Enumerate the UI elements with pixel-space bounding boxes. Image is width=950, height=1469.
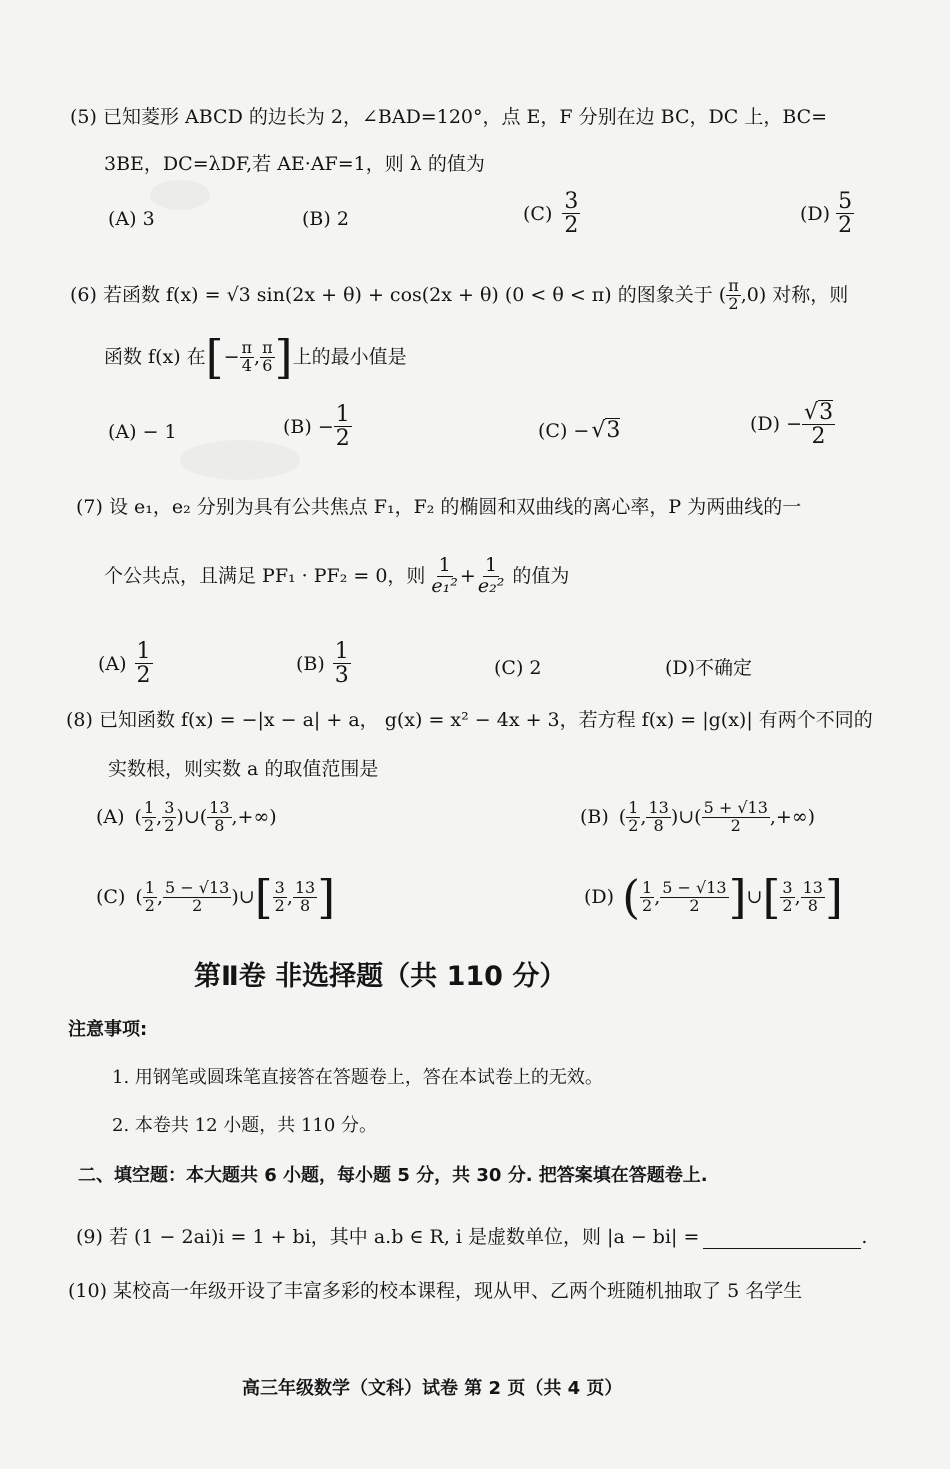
q6-pi-a: π [241,337,253,357]
q8-a-frac2 [162,800,176,835]
q8-c-frac2-den: 2 [192,895,203,915]
q8-d-frac1-den: 2 [642,895,653,915]
q6-d-den: 2 [811,424,826,450]
q6-left-bracket: [ [205,330,224,384]
q8-d-comma2: , [794,886,801,908]
q6-line1-suffix: ,0) 对称，则 [740,284,849,307]
q8-c-frac1-den: 2 [144,895,155,915]
q7-line2 [104,556,569,597]
q6-d-num: √3 [804,400,834,425]
q7-option-b-label: (B) [296,652,325,675]
q8-c-comma2: , [286,886,293,908]
q8-b-frac2-den: 8 [653,815,664,835]
q8-line1: (8) 已知函数 f(x) = −|x − a| + a， g(x) = x² − 4x + 3，若方程 f(x) = |g(x)| 有两个不同的 [66,709,873,731]
q5-d-den: 2 [838,213,853,239]
q8-option-b [580,800,815,835]
q8-b-open2: ( [694,806,702,829]
q6-pi-over-4 [240,337,255,375]
scan-smudge [150,180,210,210]
q8-c-frac2-num: 5 − √13 [165,877,230,897]
q5-option-d-fraction [836,190,854,237]
q8-b-frac1 [626,800,640,835]
q8-a-frac3-den: 8 [214,815,225,835]
q8-d-frac4 [801,877,825,915]
q7-a-num: 1 [136,639,151,664]
q5-option-c-label: (C) [523,202,553,225]
q8-d-comma: , [654,886,661,908]
q6-b-num: 1 [335,402,350,427]
q6-option-b [283,403,352,450]
q8-d-frac4-num: 13 [802,877,823,897]
q7-line1: (7) 设 e₁，e₂ 分别为具有公共焦点 F₁，F₂ 的椭圆和双曲线的离心率，P 为两曲线的一 [76,496,802,518]
section-fill-in-title: 二、填空题：本大题共 6 小题，每小题 5 分，共 30 分. 把答案填在答题卷上. [78,1165,708,1186]
q8-c-cup: ∪ [238,886,255,908]
q7-option-b-fraction [333,640,351,687]
q7-b-num: 1 [334,639,349,664]
part2-heading: 第Ⅱ卷 非选择题（共 110 分） [194,961,567,992]
q6-line1-prefix: (6) 若函数 f(x) = √3 sin(2x + θ) + cos(2x + θ) (0 < θ < π) 的图象关于 ( [70,284,727,307]
q6-pi-over-6 [260,337,275,375]
q8-b-frac3 [702,800,770,835]
q7-line2-prefix: 个公共点，且满足 PF₁ · PF₂ = 0，则 [104,565,426,588]
q8-d-lbr: [ [762,870,781,924]
q8-d-frac3-num: 3 [782,877,793,897]
q6-b-den: 2 [335,426,350,452]
q9-text: (9) 若 (1 − 2ai)i = 1 + bi，其中 a.b ∈ R, i 是虚数单位，则 |a − bi| = [76,1226,700,1248]
q8-c-frac1 [143,877,157,915]
notice-title: 注意事项: [68,1019,148,1040]
q6-neg: − [223,346,240,368]
q5-d-num: 5 [838,189,853,214]
q8-option-a-label: (A) [96,806,125,829]
q5-c-den: 2 [564,213,579,239]
page-footer: 高三年级数学（文科）试卷 第 2 页（共 4 页） [242,1378,623,1399]
q6-six: 6 [262,355,273,375]
q7-option-a-label: (A) [98,652,127,675]
q8-d-frac1-num: 1 [642,877,653,897]
q8-d-frac1 [640,877,654,915]
q8-line2: 实数根，则实数 a 的取值范围是 [108,758,379,780]
q6-c-rad: 3 [606,418,621,443]
q7-frac-e1 [429,556,459,597]
q8-b-frac2-num: 13 [648,798,669,817]
q8-b-frac3-num: 5 + √13 [703,798,768,817]
q8-a-frac1-den: 2 [143,815,155,835]
q6-four: 4 [241,355,252,375]
q8-a-frac3-num: 13 [209,798,230,817]
q8-c-frac3 [273,877,287,915]
q8-a-inf: ,+∞) [231,806,277,829]
q8-a-comma: , [156,806,163,829]
q7-a-den: 2 [136,663,151,689]
q6-option-a: (A) − 1 [108,421,177,443]
q8-c-frac2 [163,877,231,915]
q8-c-comma: , [156,886,164,908]
q8-c-lbr: [ [254,870,273,924]
q8-option-d [584,870,843,924]
q8-d-frac2 [660,877,728,915]
q8-a-close: ) [176,806,184,829]
q8-b-frac1-num: 1 [628,798,639,817]
q8-c-frac4 [293,877,317,915]
q5-c-num: 3 [564,189,579,214]
q8-c-close: ) [231,886,239,908]
q8-b-comma: , [640,806,647,829]
q6-two: 2 [728,293,739,313]
q5-option-b: (B) 2 [302,208,349,230]
q8-option-b-label: (B) [580,806,609,829]
q6-option-b-label: (B) − [283,415,334,438]
q7-one-b: 1 [485,554,498,576]
q8-a-cup: ∪ [183,806,200,829]
q8-b-cup: ∪ [678,806,695,829]
q10-text: (10) 某校高一年级开设了丰富多彩的校本课程，现从甲、乙两个班随机抽取了 5 名学生 [68,1280,803,1302]
q6-line2-prefix: 函数 f(x) 在 [104,346,206,368]
q7-plus: + [459,565,476,588]
q8-a-frac3 [207,800,231,835]
q8-c-rbr: ] [317,870,336,924]
q8-b-close: ) [670,806,679,829]
q8-option-d-label: (D) [584,886,615,908]
q8-d-frac2-num: 5 − √13 [662,877,727,897]
q7-e1sq: e₁² [431,574,458,597]
q8-d-rbr2: ] [824,870,843,924]
q9 [76,1225,867,1249]
q6-option-d-label: (D) − [750,413,803,436]
q5-line1: (5) 已知菱形 ABCD 的边长为 2，∠BAD=120°，点 E，F 分别在边 BC，DC 上，BC= [70,106,828,128]
q8-b-frac2 [646,800,670,835]
q7-line2-suffix: 的值为 [512,565,570,588]
q8-d-frac2-den: 2 [689,895,700,915]
q7-b-den: 3 [334,663,349,689]
q6-option-d [750,400,835,448]
q7-option-c: (C) 2 [494,657,542,679]
q6-pi-over-2 [726,278,741,313]
q8-a-frac1 [142,800,156,835]
notice-item-1: 1. 用钢笔或圆珠笔直接答在答题卷上，答在本试卷上的无效。 [112,1067,603,1088]
q8-option-a [96,800,277,835]
q5-option-c-fraction [562,190,580,237]
q6-option-d-fraction [802,400,835,448]
scan-smudge [180,440,300,480]
q8-option-c-label: (C) [96,886,126,908]
q8-option-c [96,870,336,924]
q6-pi: π [728,276,739,295]
q7-option-d: (D)不确定 [665,657,753,679]
q6-right-bracket: ] [274,330,293,384]
q8-c-open: ( [135,886,143,908]
q8-d-open: ( [622,870,641,924]
q5-option-d [800,190,854,237]
q8-b-open: ( [618,806,627,829]
q8-d-frac3-den: 2 [782,895,793,915]
q8-b-frac1-den: 2 [628,815,639,835]
q8-d-frac3 [780,877,794,915]
q8-c-frac3-num: 3 [274,877,285,897]
q6-pi-b: π [262,337,273,357]
q7-option-a-fraction [135,640,153,687]
q8-d-rbr: ] [728,870,747,924]
q6-line2: 函数 f(x) 在 [ − $\frac{\pi}{4}$ , $\frac{\pi}{6}$ ] 上的最小值是 [104,330,407,384]
q8-c-frac3-den: 2 [274,895,285,915]
q8-d-cup: ∪ [746,886,763,908]
q9-answer-blank [703,1230,861,1249]
q7-frac-e2 [476,556,506,597]
q6-line2-suffix: 上的最小值是 [292,346,407,368]
q6-d-rad: 3 [819,400,834,425]
q8-a-frac2-num: 3 [164,798,175,817]
notice-item-2: 2. 本卷共 12 小题，共 110 分。 [112,1115,378,1136]
q8-a-open2: ( [199,806,208,829]
q7-option-b [296,640,351,687]
q5-option-c [523,190,580,237]
q6-line1 [70,278,848,313]
q8-b-frac3-den: 2 [730,815,741,835]
q8-d-frac4-den: 8 [807,895,818,915]
q8-c-frac4-num: 13 [294,877,316,897]
q7-option-a [98,640,153,687]
q8-a-frac2-den: 2 [164,815,175,835]
q5-option-a: (A) 3 [108,208,155,230]
q8-c-frac4-den: 8 [299,895,311,915]
q8-b-inf: ,+∞) [769,806,816,829]
q6-option-c-label: (C) − [538,419,590,442]
q8-a-frac1-num: 1 [143,798,155,817]
q5-option-d-label: (D) [800,202,831,225]
q8-c-frac1-num: 1 [144,877,155,897]
q7-one-a: 1 [438,554,451,576]
q8-a-open: ( [134,806,142,829]
q7-e2sq: e₂² [477,574,505,597]
q5-line2: 3BE，DC=λDF,若 AE·AF=1，则 λ 的值为 [104,153,485,175]
q6-option-b-fraction [334,403,352,450]
q6-option-c: (C) − √ 3 [538,417,621,443]
q9-end: . [861,1226,868,1248]
